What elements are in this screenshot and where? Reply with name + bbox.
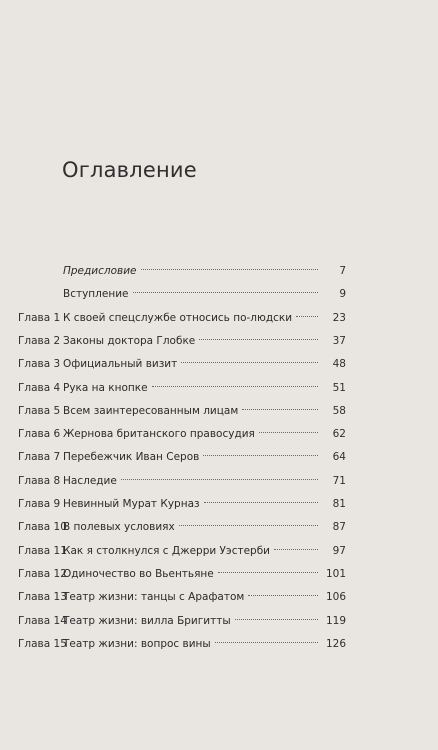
chapter-title: Перебежчик Иван Серов [63,451,200,464]
chapter-label: Глава 13 [18,591,67,604]
toc-row [0,472,438,490]
toc-row [0,448,438,466]
dot-leader [133,292,319,293]
toc-row [0,262,438,280]
page-number: 71 [332,474,346,487]
toc-entry [63,379,318,397]
toc-row [0,542,438,560]
dot-leader [259,432,318,433]
toc-entry [63,332,318,350]
chapter-label: Глава 4 [18,381,61,394]
dot-leader [181,362,318,363]
dot-leader [218,572,318,573]
toc-entry [63,495,318,513]
toc-entry [63,565,318,583]
page-number: 64 [332,451,346,464]
toc-entry [63,309,318,327]
chapter-title: Театр жизни: танцы с Арафатом [63,591,245,604]
chapter-label: Глава 5 [18,404,61,417]
page-number: 119 [325,614,346,627]
toc-row [0,518,438,536]
chapter-title: Официальный визит [63,358,178,371]
toc-entry [63,472,318,490]
toc-entry [63,612,318,630]
dot-leader [204,502,318,503]
page-number: 126 [325,637,346,650]
chapter-label: Глава 8 [18,474,61,487]
chapter-label: Глава 9 [18,498,61,510]
chapter-title: Законы доктора Глобке [63,334,196,347]
chapter-label: Глава 14 [18,614,67,627]
toc-row [0,309,438,327]
chapter-title: Театр жизни: вопрос вины [63,637,211,650]
dot-leader [235,619,318,620]
page-number: 37 [332,334,346,347]
toc-entry [63,355,318,373]
page-number: 87 [332,521,346,534]
chapter-title: К своей спецслужбе относись по-людски [63,311,293,324]
chapter-title: Жернова британского правосудия [63,428,255,441]
dot-leader [242,409,318,410]
toc-row [0,588,438,606]
toc-entry [63,425,318,443]
chapter-label: Глава 7 [18,451,61,464]
chapter-label: Глава 1 [18,311,61,324]
page-number: 81 [332,498,346,510]
dot-leader [203,455,318,456]
toc-row [0,332,438,350]
chapter-label: Глава 15 [18,637,67,650]
toc-entry [63,518,318,536]
chapter-label: Глава 6 [18,428,61,441]
toc-row [0,379,438,397]
dot-leader [199,339,318,340]
page-number: 48 [332,358,346,371]
toc-row [0,565,438,583]
chapter-title: Всем заинтересованным лицам [63,404,239,417]
page-number: 23 [332,311,346,324]
page-number: 58 [332,404,346,417]
toc-entry [63,448,318,466]
page-number: 106 [325,591,346,604]
page-number: 51 [332,381,346,394]
chapter-title: Одиночество во Вьентьяне [63,567,214,580]
toc-entry [63,542,318,560]
page-number: 62 [332,428,346,441]
toc-row [0,495,438,513]
page-number: 101 [325,567,346,580]
chapter-title: Невинный Мурат Курназ [63,498,200,510]
chapter-title: Рука на кнопке [63,381,148,394]
toc-entry [63,402,318,420]
dot-leader [121,479,318,480]
toc-entry [63,285,318,303]
page-number: 7 [339,265,346,277]
page-number: 97 [332,544,346,557]
dot-leader [248,595,318,596]
toc-entry [63,588,318,606]
toc-row [0,635,438,653]
chapter-title: Наследие [63,474,117,487]
chapter-title: Театр жизни: вилла Бригитты [63,614,231,627]
page-title: Оглавление [62,158,197,182]
dot-leader [215,642,318,643]
dot-leader [141,269,319,270]
toc-row [0,285,438,303]
chapter-title: Как я столкнулся с Джерри Уэстерби [63,544,271,557]
chapter-title: Вступление [63,288,129,301]
chapter-label: Глава 11 [18,544,67,557]
toc-row [0,402,438,420]
dot-leader [179,525,318,526]
chapter-label: Глава 12 [18,567,67,580]
dot-leader [152,386,318,387]
chapter-title: Предисловие [63,265,137,277]
toc-entry [63,635,318,653]
dot-leader [296,316,318,317]
toc-row [0,612,438,630]
chapter-label: Глава 10 [18,521,67,534]
dot-leader [274,549,318,550]
chapter-label: Глава 2 [18,334,61,347]
toc-entry [63,262,318,280]
chapter-title: В полевых условиях [63,521,175,534]
toc-row [0,355,438,373]
toc-row [0,425,438,443]
page-number: 9 [339,288,346,301]
chapter-label: Глава 3 [18,358,61,371]
